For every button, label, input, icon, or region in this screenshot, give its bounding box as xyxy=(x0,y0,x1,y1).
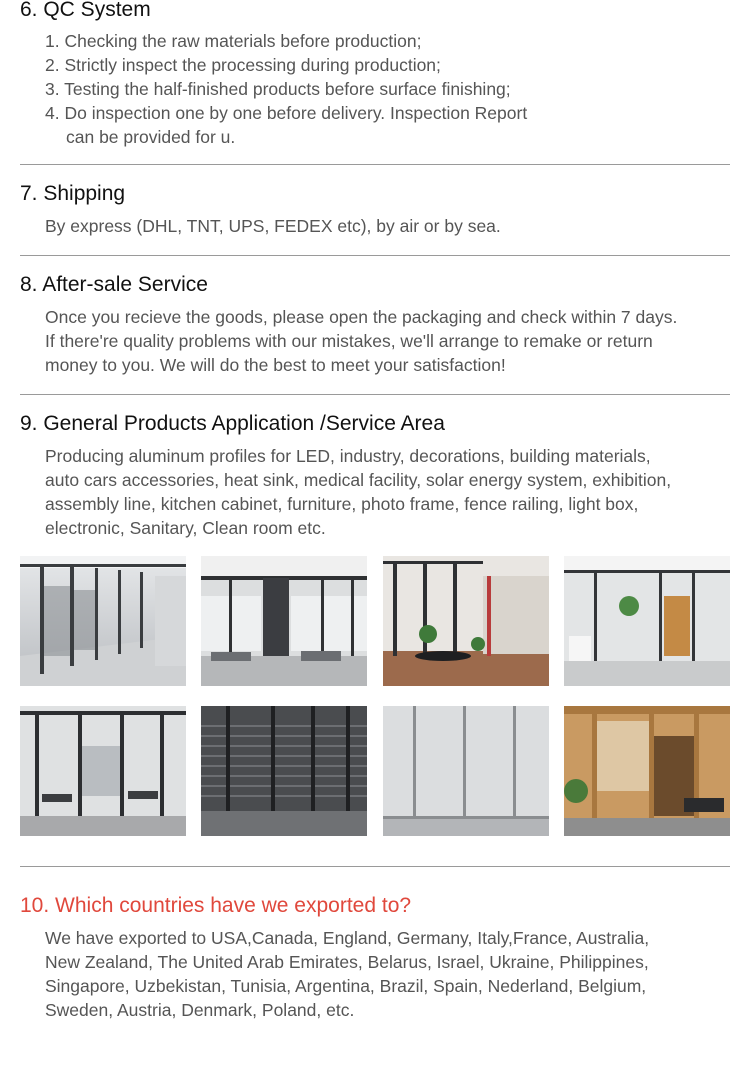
divider xyxy=(20,394,730,395)
glass-partition-office-photo xyxy=(201,556,367,686)
divider xyxy=(20,164,730,165)
qc-item-4: 4. Do inspection one by one before delivery. Inspection Report xyxy=(45,103,528,123)
after-sale-line-1: Once you recieve the goods, please open the packaging and check within 7 days. xyxy=(45,307,678,327)
wood-glass-partition-lobby-photo xyxy=(564,706,730,836)
glass-partition-plants-photo xyxy=(383,556,549,686)
glass-partition-blinds-photo xyxy=(201,706,367,836)
qc-item-4-continued: can be provided for u. xyxy=(66,127,236,147)
after-sale-line-3: money to you. We will do the best to meet your satisfaction! xyxy=(45,355,506,375)
frosted-glass-partition-photo xyxy=(383,706,549,836)
divider xyxy=(20,866,730,867)
glass-partition-meeting-room-photo xyxy=(20,706,186,836)
export-heading: 10. Which countries have we exported to? xyxy=(20,894,412,917)
application-heading: 9. General Products Application /Service Area xyxy=(20,412,445,435)
after-sale-heading: 8. After-sale Service xyxy=(20,273,208,296)
qc-item-2: 2. Strictly inspect the processing during production; xyxy=(45,55,441,75)
export-line-3: Singapore, Uzbekistan, Tunisia, Argentina, Brazil, Spain, Nederland, Belgium, xyxy=(45,976,647,996)
application-line-2: auto cars accessories, heat sink, medical facility, solar energy system, exhibition, xyxy=(45,470,672,490)
application-line-1: Producing aluminum profiles for LED, industry, decorations, building materials, xyxy=(45,446,651,466)
qc-item-1: 1. Checking the raw materials before production; xyxy=(45,31,422,51)
shipping-heading: 7. Shipping xyxy=(20,182,126,205)
shipping-text: By express (DHL, TNT, UPS, FEDEX etc), by air or by sea. xyxy=(45,216,501,236)
export-line-2: New Zealand, The United Arab Emirates, Belarus, Israel, Ukraine, Philippines, xyxy=(45,952,649,972)
export-line-4: Sweden, Austria, Denmark, Poland, etc. xyxy=(45,1000,355,1020)
after-sale-line-2: If there're quality problems with our mistakes, we'll arrange to remake or return xyxy=(45,331,653,351)
export-line-1: We have exported to USA,Canada, England, Germany, Italy,France, Australia, xyxy=(45,928,650,948)
application-line-4: electronic, Sanitary, Clean room etc. xyxy=(45,518,326,538)
glass-partition-corridor-photo xyxy=(20,556,186,686)
qc-system-heading: 6. QC System xyxy=(20,0,151,21)
application-line-3: assembly line, kitchen cabinet, furniture, photo frame, fence railing, light box, xyxy=(45,494,639,514)
qc-item-3: 3. Testing the half-finished products before surface finishing; xyxy=(45,79,511,99)
divider xyxy=(20,255,730,256)
glass-partition-workspace-photo xyxy=(564,556,730,686)
